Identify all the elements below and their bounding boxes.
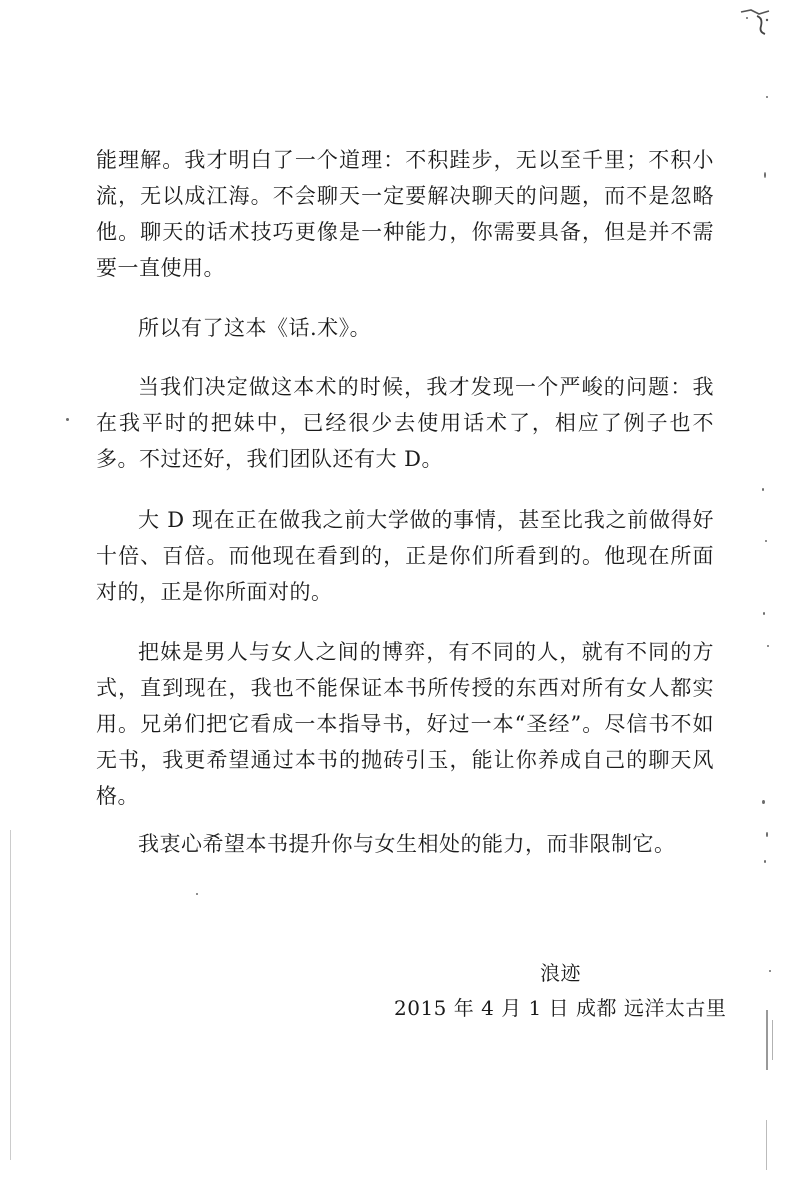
- scan-speck: [762, 488, 764, 491]
- scan-speck: [769, 970, 771, 972]
- scan-edge-line: [766, 1010, 768, 1070]
- scan-speck: [765, 540, 767, 542]
- paragraph-problem: 当我们决定做这本术的时候，我才发现一个严峻的问题：我在我平时的把妹中，已经很少去使用话术了，相应了例子也不多。不过还好，我们团队还有大 D。: [96, 375, 714, 471]
- scan-edge-line: [766, 1120, 767, 1170]
- paragraph-big-d: 大 D 现在正在做我之前大学做的事情，甚至比我之前做得好十倍、百倍。而他现在看到的，正是你们所看到的。他现在所面对的，正是你所面对的。: [96, 508, 714, 604]
- paragraph-continuation: 能理解。我才明白了一个道理：不积跬步，无以至千里；不积小流，无以成江海。不会聊天一定要解决聊天的问题，而不是忽略他。聊天的话术技巧更像是一种能力，你需要具备，但是并不需要一直使用。: [96, 148, 714, 280]
- scan-speck: [764, 860, 766, 863]
- scan-speck: [766, 832, 768, 837]
- paragraph-wish: 我衷心希望本书提升你与女生相处的能力，而非限制它。: [138, 832, 676, 856]
- scan-speck: [764, 172, 766, 178]
- signature-name: 浪迹: [540, 961, 581, 985]
- scan-speck: [767, 645, 769, 647]
- scan-edge-line: [772, 1020, 773, 1060]
- scan-speck: [762, 800, 765, 804]
- scan-edge-line: [10, 830, 11, 1160]
- paragraph-guide: 把妹是男人与女人之间的博弈，有不同的人，就有不同的方式，直到现在，我也不能保证本书所传授的东西对所有女人都实用。兄弟们把它看成一本指导书，好过一本“圣经”。尽信书不如无书，我更希望通过本书的抛砖引玉，能让你养成自己的聊天风格。: [96, 640, 714, 808]
- scan-speck: [196, 893, 198, 895]
- scan-speck: [66, 418, 69, 421]
- scan-speck: [766, 96, 768, 98]
- signature-date-place: 2015 年 4 月 1 日 成都 远洋太古里: [394, 996, 727, 1020]
- scan-corner-artifact-icon: [739, 6, 773, 36]
- paragraph-book-intro: 所以有了这本《话.术》。: [138, 316, 372, 340]
- scan-speck: [763, 612, 765, 615]
